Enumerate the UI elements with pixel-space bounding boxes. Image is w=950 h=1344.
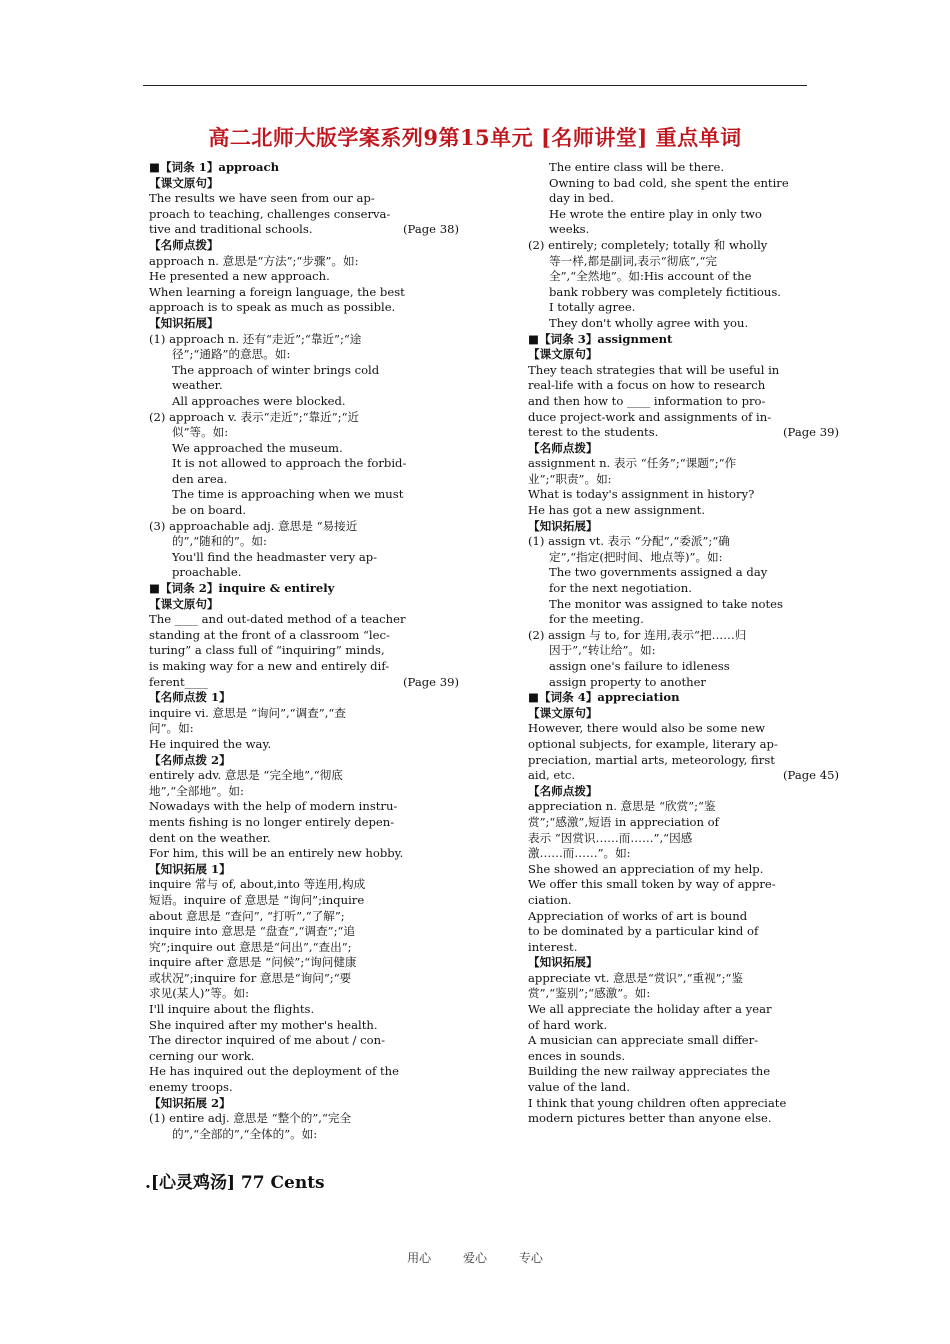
line-text: is making way for a new and entirely dif-	[149, 659, 390, 673]
line-text: 【名师点拨】	[149, 237, 219, 252]
text-line	[528, 191, 839, 207]
section-heading	[149, 238, 459, 254]
section-heading	[528, 706, 839, 722]
line-text: 求见(某人)”等。如:	[149, 986, 250, 1001]
text-line	[149, 955, 459, 971]
entry-heading	[149, 581, 459, 597]
section-heading	[149, 690, 459, 706]
text-line	[149, 909, 459, 925]
entry-heading	[149, 160, 459, 176]
line-text: The results we have seen from our ap-	[149, 191, 375, 206]
line-text: I think that young children often appreciate	[528, 1095, 787, 1110]
line-text: of hard work.	[528, 1017, 608, 1032]
line-text: be on board.	[172, 503, 247, 518]
line-text: ences in sounds.	[528, 1048, 626, 1063]
line-text: cerning our work.	[149, 1048, 255, 1063]
line-text: 【名师点拨】	[528, 783, 598, 798]
line-text: bank robbery was completely fictitious.	[549, 284, 781, 299]
line-text: for the next negotiation.	[549, 581, 692, 596]
text-line	[528, 971, 839, 987]
footer-word-1: 用心	[407, 1251, 432, 1265]
section-heading	[528, 784, 839, 800]
line-text: 的”,“全部的”,“全体的”。如:	[172, 1126, 318, 1141]
line-text: 【知识拓展】	[528, 518, 598, 533]
line-text: den area.	[172, 471, 228, 486]
line-text: 赏”;“感激”,短语 in appreciation of	[528, 814, 719, 829]
line-text: The time is approaching when we must	[172, 487, 404, 502]
text-line	[149, 347, 459, 363]
text-line	[528, 737, 839, 753]
line-text: 或状况”;inquire for 意思是“询问”;“要	[149, 970, 352, 985]
text-line	[149, 721, 459, 737]
line-text: You'll find the headmaster very ap-	[172, 549, 378, 564]
text-line	[528, 394, 839, 410]
text-line	[149, 519, 459, 535]
text-line	[528, 721, 839, 737]
section-heading	[149, 597, 459, 613]
line-text: They teach strategies that will be useful in	[528, 362, 780, 377]
line-text: real-life with a focus on how to research	[528, 378, 766, 393]
text-line	[149, 378, 459, 394]
line-text: 【知识拓展 2】	[149, 1095, 231, 1110]
text-line	[528, 940, 839, 956]
text-line	[149, 363, 459, 379]
text-line	[149, 394, 459, 410]
story-heading: .[心灵鸡汤] 77 Cents	[145, 1173, 325, 1193]
line-text: 【课文原句】	[528, 347, 598, 362]
line-text: I'll inquire about the flights.	[149, 1002, 315, 1017]
text-line	[149, 550, 459, 566]
text-line	[528, 550, 839, 566]
line-text: For him, this will be an entirely new hobby.	[149, 846, 404, 861]
text-line	[149, 986, 459, 1002]
text-line	[149, 659, 459, 675]
line-text: They don't wholly agree with you.	[549, 315, 749, 330]
line-text: 【课文原句】	[149, 175, 219, 190]
text-line	[149, 269, 459, 285]
line-text: assign one's failure to idleness	[549, 659, 730, 673]
text-line	[149, 472, 459, 488]
text-line	[528, 986, 839, 1002]
footer-word-2: 爱心	[462, 1251, 487, 1265]
text-line	[528, 1111, 839, 1127]
line-text: 全”,“全然地”。如:His account of the	[549, 269, 752, 284]
line-text: When learning a foreign language, the best	[149, 284, 405, 299]
text-line	[528, 909, 839, 925]
text-line	[528, 456, 839, 472]
line-text: 问”。如:	[149, 721, 194, 736]
text-line	[149, 1064, 459, 1080]
line-text: What is today's assignment in history?	[528, 487, 755, 502]
section-heading	[149, 1096, 459, 1112]
text-line	[149, 799, 459, 815]
text-line	[149, 737, 459, 753]
text-line	[149, 612, 459, 628]
text-line	[528, 1080, 839, 1096]
line-text: ■【词条 3】assignment	[528, 331, 673, 346]
line-text: He wrote the entire play in only two	[549, 206, 762, 221]
line-text: appreciation n. 意思是 “欣赏”;“鉴	[528, 799, 716, 814]
entry-heading	[528, 690, 839, 706]
text-line	[528, 815, 839, 831]
line-text: value of the land.	[528, 1080, 631, 1095]
line-text: proach to teaching, challenges conserva-	[149, 206, 391, 221]
line-text: 似”等。如:	[172, 425, 229, 440]
text-line	[528, 924, 839, 940]
text-line	[149, 207, 459, 223]
line-text: inquire after 意思是 “问候”;“询问健康	[149, 955, 357, 970]
line-text: to be dominated by a particular kind of	[528, 924, 759, 939]
text-line	[149, 940, 459, 956]
text-line	[149, 831, 459, 847]
line-text: for the meeting.	[549, 612, 644, 627]
line-text: dent on the weather.	[149, 830, 271, 845]
line-text: 赏”,“鉴别”;“感激”。如:	[528, 986, 651, 1001]
line-text: She showed an appreciation of my help.	[528, 861, 764, 876]
text-line	[528, 1018, 839, 1034]
line-text: Building the new railway appreciates the	[528, 1064, 771, 1079]
line-text: interest.	[528, 939, 578, 954]
text-line	[528, 768, 839, 784]
line-text: assign property to another	[549, 674, 706, 689]
line-text: I totally agree.	[549, 300, 636, 315]
left-column	[149, 160, 459, 1142]
line-text: The ____ and out-dated method of a teacher	[149, 612, 406, 627]
text-line	[149, 1111, 459, 1127]
line-text: weeks.	[549, 222, 590, 237]
line-text: ■【词条 1】approach	[149, 160, 279, 174]
line-text: 地”,“全部地”。如:	[149, 783, 244, 798]
line-text: proachable.	[172, 565, 242, 580]
line-text: She inquired after my mother's health.	[149, 1017, 378, 1032]
text-line	[528, 300, 839, 316]
line-text: ■【词条 4】appreciation	[528, 690, 680, 705]
line-text: 激……而……”。如:	[528, 846, 631, 861]
line-text: 等一样,都是副词,表示“彻底”,“完	[549, 253, 717, 268]
line-text: 【名师点拨】	[528, 440, 598, 455]
line-text: approach is to speak as much as possible.	[149, 300, 396, 315]
entry-heading	[528, 332, 839, 348]
text-line	[528, 238, 839, 254]
text-line	[528, 472, 839, 488]
line-text: He has inquired out the deployment of the	[149, 1064, 399, 1079]
line-text: 短语。inquire of 意思是 “询问”;inquire	[149, 892, 365, 907]
text-line	[149, 1018, 459, 1034]
text-line	[528, 285, 839, 301]
section-heading	[528, 441, 839, 457]
line-text: We offer this small token by way of appre-	[528, 877, 776, 892]
line-text: approach n. 意思是“方法”;“步骤”。如:	[149, 253, 359, 268]
text-line	[528, 503, 839, 519]
text-line	[528, 425, 839, 441]
line-text: The entire class will be there.	[549, 160, 725, 174]
text-line	[149, 503, 459, 519]
text-line	[149, 1033, 459, 1049]
footer-word-3: 专心	[518, 1251, 543, 1265]
section-heading	[149, 862, 459, 878]
line-text: 表示 “因赏识……而……”,“因感	[528, 830, 693, 845]
text-line	[528, 675, 839, 691]
line-text: A musician can appreciate small differ-	[528, 1033, 759, 1048]
text-line	[528, 1049, 839, 1065]
line-text: 【知识拓展】	[149, 315, 219, 330]
text-line	[528, 628, 839, 644]
line-text: 【课文原句】	[528, 705, 598, 720]
line-text: tive and traditional schools.	[149, 222, 313, 237]
text-line	[528, 269, 839, 285]
text-line	[149, 877, 459, 893]
line-text: assignment n. 表示 “任务”;“课题”;“作	[528, 456, 737, 471]
right-column	[528, 160, 839, 1127]
text-line	[149, 924, 459, 940]
line-text: and then how to ____ information to pro-	[528, 393, 766, 408]
line-text: day in bed.	[549, 191, 614, 206]
section-heading	[528, 347, 839, 363]
text-line	[528, 254, 839, 270]
text-line	[528, 363, 839, 379]
page-reference: (Page 39)	[783, 425, 839, 440]
page-reference: (Page 45)	[783, 768, 839, 783]
text-line	[528, 410, 839, 426]
line-text: We approached the museum.	[172, 440, 343, 455]
line-text: 【名师点拨 2】	[149, 752, 231, 767]
text-line	[528, 1002, 839, 1018]
text-line	[528, 176, 839, 192]
text-line	[528, 597, 839, 613]
section-heading	[528, 955, 839, 971]
line-text: The monitor was assigned to take notes	[549, 596, 783, 611]
text-line	[528, 893, 839, 909]
text-line	[149, 846, 459, 862]
line-text: 业”;“职责”。如:	[528, 471, 612, 486]
line-text: 因于”,“转让给”。如:	[549, 643, 656, 658]
line-text: 定”,“指定(把时间、地点等)”。如:	[549, 549, 723, 564]
line-text: aid, etc.	[528, 768, 576, 783]
text-line	[149, 675, 459, 691]
text-line	[149, 410, 459, 426]
line-text: 【名师点拨 1】	[149, 690, 231, 705]
line-text: 的”,“随和的”。如:	[172, 534, 267, 549]
section-heading	[149, 753, 459, 769]
line-text: (1) entire adj. 意思是 “整个的”,“完全	[149, 1111, 352, 1126]
text-line	[149, 300, 459, 316]
text-line	[149, 332, 459, 348]
page-footer	[0, 1249, 950, 1266]
line-text: about 意思是 “查问”, “打听”,“了解”;	[149, 908, 345, 923]
text-line	[528, 1096, 839, 1112]
text-line	[528, 1064, 839, 1080]
line-text: All approaches were blocked.	[172, 393, 346, 408]
line-text: terest to the students.	[528, 425, 659, 440]
text-line	[149, 971, 459, 987]
line-text: (1) assign vt. 表示 “分配”,“委派”;“确	[528, 534, 730, 549]
section-heading	[149, 176, 459, 192]
page-reference: (Page 38)	[403, 222, 459, 237]
text-line	[149, 285, 459, 301]
line-text: (2) assign 与 to, for 连用,表示“把……归	[528, 627, 747, 642]
line-text: inquire 常与 of, about,into 等连用,构成	[149, 877, 366, 892]
line-text: 【知识拓展】	[528, 955, 598, 970]
line-text: Nowadays with the help of modern instru-	[149, 799, 398, 814]
line-text: entirely adv. 意思是 “完全地”,“彻底	[149, 768, 343, 783]
text-line	[528, 846, 839, 862]
text-line	[149, 1002, 459, 1018]
line-text: (1) approach n. 还有“走近”;“靠近”;“途	[149, 331, 362, 346]
text-line	[149, 768, 459, 784]
text-line	[149, 628, 459, 644]
line-text: He has got a new assignment.	[528, 503, 706, 518]
line-text: ferent____	[149, 674, 208, 689]
line-text: The director inquired of me about / con-	[149, 1033, 385, 1048]
text-line	[149, 534, 459, 550]
text-line	[149, 815, 459, 831]
text-line	[149, 456, 459, 472]
line-text: inquire vi. 意思是 “询问”,“调查”,“查	[149, 705, 346, 720]
text-line	[528, 160, 839, 176]
line-text: duce project-work and assignments of in-	[528, 409, 772, 424]
text-line	[528, 643, 839, 659]
page-title: 高二北师大版学案系列9第15单元 [名师讲堂] 重点单词	[208, 125, 742, 150]
top-rule	[143, 85, 807, 86]
text-line	[149, 191, 459, 207]
line-text: enemy troops.	[149, 1080, 233, 1095]
text-line	[149, 1080, 459, 1096]
text-line	[528, 222, 839, 238]
text-line	[528, 612, 839, 628]
line-text: preciation, martial arts, meteorology, first	[528, 752, 775, 767]
line-text: 径”;“通路”的意思。如:	[172, 347, 291, 362]
text-line	[149, 565, 459, 581]
line-text: 【知识拓展 1】	[149, 861, 231, 876]
line-text: 【课文原句】	[149, 596, 219, 611]
section-heading	[528, 519, 839, 535]
text-line	[528, 378, 839, 394]
text-line	[528, 487, 839, 503]
line-text: standing at the front of a classroom “lec-	[149, 627, 390, 642]
line-text: It is not allowed to approach the forbid-	[172, 456, 407, 471]
line-text: Owning to bad cold, she spent the entire	[549, 175, 789, 190]
section-heading	[149, 316, 459, 332]
text-line	[149, 487, 459, 503]
text-line	[149, 643, 459, 659]
line-text: He inquired the way.	[149, 736, 272, 751]
text-line	[528, 659, 839, 675]
text-line	[149, 222, 459, 238]
text-line	[528, 831, 839, 847]
line-text: weather.	[172, 378, 223, 393]
line-text: (2) approach v. 表示“走近”;“靠近”;“近	[149, 409, 360, 424]
line-text: Appreciation of works of art is bound	[528, 908, 748, 923]
line-text: ciation.	[528, 892, 572, 907]
text-line	[528, 799, 839, 815]
line-text: optional subjects, for example, literary ap-	[528, 736, 778, 751]
line-text: The two governments assigned a day	[549, 565, 768, 580]
line-text: The approach of winter brings cold	[172, 362, 380, 377]
line-text: 究”;inquire out 意思是“问出”,“查出”;	[149, 939, 352, 954]
text-line	[149, 1127, 459, 1143]
text-line	[149, 706, 459, 722]
text-line	[528, 534, 839, 550]
line-text: inquire into 意思是 “盘查”,“调查”;“追	[149, 924, 356, 939]
text-line	[528, 565, 839, 581]
text-line	[528, 753, 839, 769]
line-text: ments fishing is no longer entirely depen-	[149, 814, 395, 829]
line-text: appreciate vt. 意思是“赏识”,“重视”;“鉴	[528, 970, 744, 985]
line-text: (2) entirely; completely; totally 和 wholly	[528, 237, 768, 252]
text-line	[149, 441, 459, 457]
line-text: He presented a new approach.	[149, 269, 330, 284]
text-line	[149, 893, 459, 909]
text-line	[149, 784, 459, 800]
text-line	[528, 207, 839, 223]
text-line	[528, 877, 839, 893]
line-text: ■【词条 2】inquire & entirely	[149, 581, 335, 596]
line-text: (3) approachable adj. 意思是 “易接近	[149, 518, 358, 533]
line-text: turing” a class full of “inquiring” minds,	[149, 643, 385, 658]
page-reference: (Page 39)	[403, 674, 459, 689]
text-line	[149, 1049, 459, 1065]
text-line	[528, 862, 839, 878]
line-text: We all appreciate the holiday after a year	[528, 1002, 772, 1017]
text-line	[149, 425, 459, 441]
line-text: modern pictures better than anyone else.	[528, 1111, 772, 1126]
line-text: However, there would also be some new	[528, 721, 766, 736]
text-line	[149, 254, 459, 270]
text-line	[528, 581, 839, 597]
text-line	[528, 316, 839, 332]
text-line	[528, 1033, 839, 1049]
